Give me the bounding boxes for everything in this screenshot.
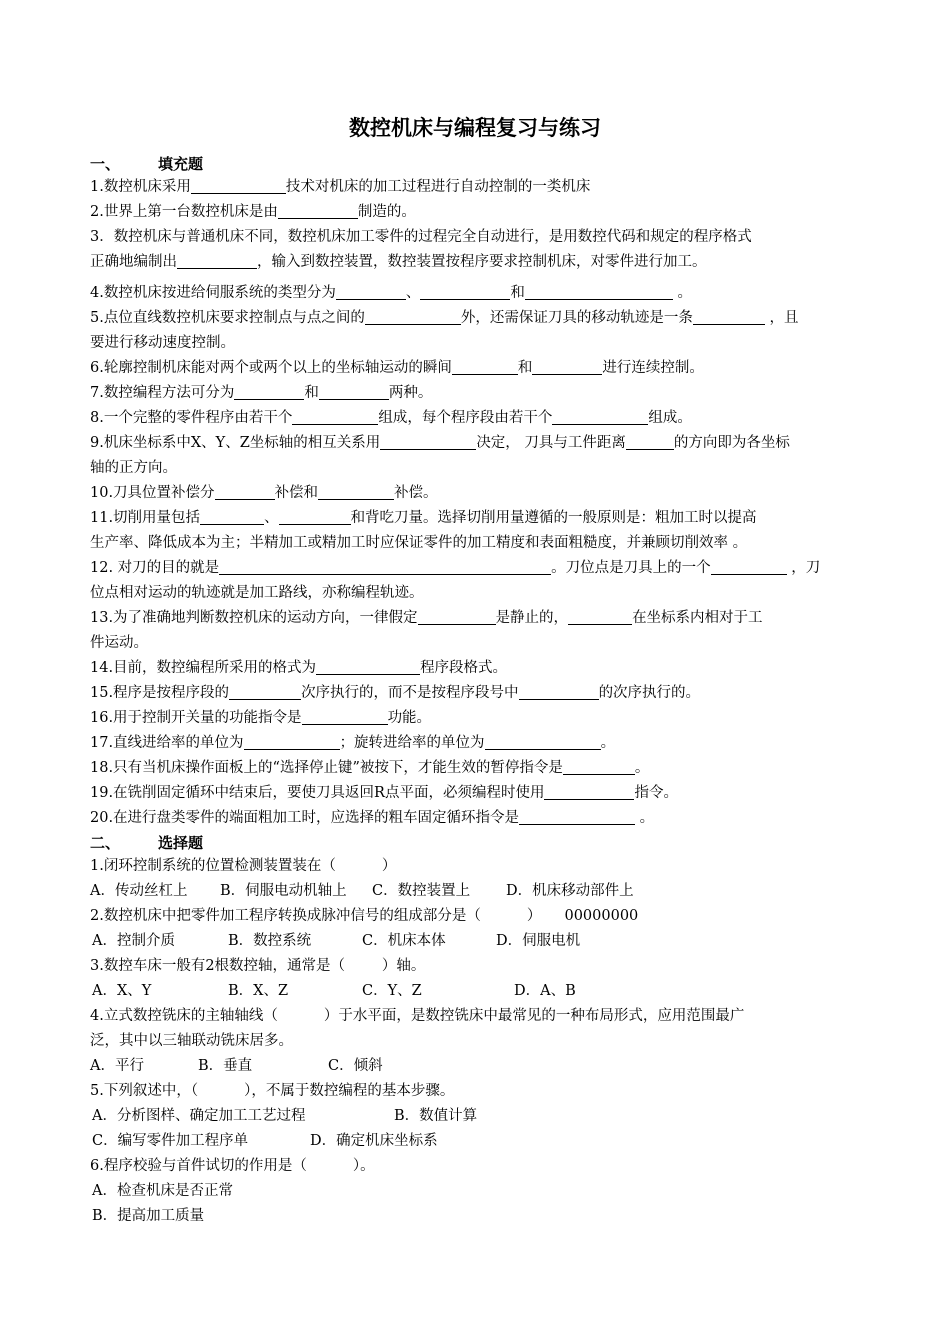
blank bbox=[219, 559, 551, 575]
fill-question-4: 4.数控机床按进给伺服系统的类型分为 、 和 。 bbox=[90, 285, 692, 301]
blank bbox=[244, 734, 340, 750]
choice-question-4: 4.立式数控铣床的主轴轴线（ ）于水平面，是数控铣床中最常见的一种布局形式，应用范围最广 bbox=[90, 1008, 745, 1024]
page-title: 数控机床与编程复习与练习 bbox=[349, 116, 601, 140]
fill-question-17: 17.直线进给率的单位为 ；旋转进给率的单位为 。 bbox=[90, 735, 616, 751]
fill-question-5: 5.点位直线数控机床要求控制点与点之间的 外，还需保证刀具的移动轨迹是一条 ，且 bbox=[90, 310, 799, 326]
blank bbox=[452, 359, 518, 375]
fill-question-6: 6.轮廓控制机床能对两个或两个以上的坐标轴运动的瞬间 和 进行连续控制。 bbox=[90, 360, 704, 376]
fill-question-13-cont: 件运动。 bbox=[90, 635, 148, 651]
blank bbox=[519, 684, 599, 700]
section-number: 二、 bbox=[90, 834, 121, 852]
section-fill-in bbox=[90, 153, 203, 174]
blank bbox=[191, 178, 286, 194]
fill-question-18: 18.只有当机床操作面板上的“选择停止键”被按下，才能生效的暂停指令是 。 bbox=[90, 760, 650, 776]
option-a: A．分析图样、确定加工工艺过程 bbox=[92, 1108, 306, 1124]
fill-question-8: 8.一个完整的零件程序由若干个 组成，每个程序段由若干个 组成。 bbox=[90, 410, 692, 426]
option-d: D．机床移动部件上 bbox=[506, 883, 634, 899]
choice-question-1: 1.闭环控制系统的位置检测装置装在（ ） bbox=[90, 858, 397, 874]
blank bbox=[229, 684, 301, 700]
blank bbox=[711, 559, 787, 575]
option-d: D．伺服电机 bbox=[496, 933, 581, 949]
option-c: C．数控装置上 bbox=[372, 883, 471, 899]
blank bbox=[336, 284, 406, 300]
option-b: B．数值计算 bbox=[394, 1108, 478, 1124]
fill-question-12: 12. 对刀的目的就是 。刀位点是刀具上的一个 ，刀 bbox=[90, 560, 821, 576]
choice-options-4 bbox=[90, 1056, 383, 1076]
section-number: 一、 bbox=[90, 155, 121, 173]
fill-question-14: 14.目前，数控编程所采用的格式为 程序段格式。 bbox=[90, 660, 508, 676]
blank bbox=[319, 384, 389, 400]
blank bbox=[234, 384, 304, 400]
fill-question-7: 7.数控编程方法可分为 和 两种。 bbox=[90, 385, 433, 401]
blank bbox=[177, 253, 257, 269]
blank bbox=[380, 434, 476, 450]
fill-question-1: 1.数控机床采用 技术对机床的加工过程进行自动控制的一类机床 bbox=[90, 179, 591, 195]
fill-question-10: 10.刀具位置补偿分 补偿和 补偿。 bbox=[90, 485, 438, 501]
fill-question-9-cont: 轴的正方向。 bbox=[90, 460, 177, 476]
option-a: A．控制介质 bbox=[92, 933, 175, 949]
blank bbox=[302, 709, 388, 725]
option-d: D．确定机床坐标系 bbox=[310, 1133, 438, 1149]
fill-question-19: 19.在铣削固定循环中结束后，要使刀具返回R点平面，必须编程时使用 指令。 bbox=[90, 785, 678, 801]
choice-options-5a bbox=[92, 1106, 477, 1126]
section-multiple-choice bbox=[90, 832, 203, 853]
fill-question-11: 11.切削用量包括 、 和背吃刀量。选择切削用量遵循的一般原则是：粗加工时以提高 bbox=[90, 510, 757, 526]
option-c: C．编写零件加工程序单 bbox=[92, 1133, 249, 1149]
blank bbox=[544, 784, 634, 800]
blank bbox=[626, 434, 674, 450]
blank bbox=[519, 809, 635, 825]
fill-question-3: 3．数控机床与普通机床不同，数控机床加工零件的过程完全自动进行，是用数控代码和规定的程序格式 bbox=[90, 229, 752, 245]
option-c: C．Y、Z bbox=[362, 983, 422, 999]
choice-options-3 bbox=[92, 981, 576, 1001]
section-label: 选择题 bbox=[158, 834, 204, 852]
choice-question-4-cont: 泛，其中以三轴联动铣床居多。 bbox=[90, 1033, 293, 1049]
choice-question-6: 6.程序校验与首件试切的作用是（ ）。 bbox=[90, 1158, 375, 1174]
option-d: D．A、B bbox=[514, 983, 576, 999]
option-b: B．数控系统 bbox=[228, 933, 312, 949]
fill-question-12-cont: 位点相对运动的轨迹就是加工路线，亦称编程轨迹。 bbox=[90, 585, 424, 601]
option-b: B．X、Z bbox=[228, 983, 289, 999]
fill-question-9: 9.机床坐标系中X、Y、Z坐标轴的相互关系用 决定， 刀具与工件距离 的方向即为各坐标 bbox=[90, 435, 790, 451]
option-a: A．传动丝杠上 bbox=[90, 883, 188, 899]
blank bbox=[365, 309, 461, 325]
blank bbox=[568, 609, 632, 625]
fill-question-13: 13.为了准确地判断数控机床的运动方向，一律假定 是静止的， 在坐标系内相对于工 bbox=[90, 610, 763, 626]
fill-question-15: 15.程序是按程序段的 次序执行的，而不是按程序段号中 的次序执行的。 bbox=[90, 685, 701, 701]
option-a: A．平行 bbox=[90, 1058, 144, 1074]
fill-question-16: 16.用于控制开关量的功能指令是 功能。 bbox=[90, 710, 432, 726]
fill-question-5-cont: 要进行移动速度控制。 bbox=[90, 335, 235, 351]
choice-question-3: 3.数控车床一般有2根数控轴，通常是（ ）轴。 bbox=[90, 958, 426, 974]
blank bbox=[278, 203, 358, 219]
choice-options-5b bbox=[92, 1131, 438, 1151]
fill-question-3-cont: 正确地编制出 ，输入到数控装置，数控装置按程序要求控制机床，对零件进行加工。 bbox=[90, 254, 707, 270]
blank bbox=[418, 609, 496, 625]
blank bbox=[563, 759, 635, 775]
choice-question-5: 5.下列叙述中，（ ），不属于数控编程的基本步骤。 bbox=[90, 1083, 455, 1099]
section-label: 填充题 bbox=[158, 155, 204, 173]
option-b: B．垂直 bbox=[198, 1058, 253, 1074]
blank bbox=[200, 509, 264, 525]
blank bbox=[279, 509, 351, 525]
blank bbox=[316, 659, 420, 675]
fill-question-11-cont: 生产率、降低成本为主；半精加工或精加工时应保证零件的加工精度和表面粗糙度，并兼顾切削效率 。 bbox=[90, 535, 748, 551]
blank bbox=[532, 359, 602, 375]
blank bbox=[693, 309, 765, 325]
choice-question-2: 2.数控机床中把零件加工程序转换成脉冲信号的组成部分是（ ） 00000000 bbox=[90, 908, 639, 924]
choice-options-2 bbox=[92, 931, 580, 951]
choice-options-1 bbox=[90, 881, 634, 901]
option-c: C．机床本体 bbox=[362, 933, 446, 949]
blank bbox=[525, 284, 673, 300]
fill-question-20: 20.在进行盘类零件的端面粗加工时，应选择的粗车固定循环指令是 。 bbox=[90, 810, 655, 826]
blank bbox=[318, 484, 394, 500]
option-c: C．倾斜 bbox=[328, 1058, 383, 1074]
blank bbox=[552, 409, 648, 425]
choice-option-6b: B．提高加工质量 bbox=[92, 1208, 205, 1224]
choice-option-6a: A．检查机床是否正常 bbox=[92, 1183, 233, 1199]
blank bbox=[292, 409, 378, 425]
option-a: A．X、Y bbox=[92, 983, 152, 999]
blank bbox=[420, 284, 510, 300]
fill-question-2: 2.世界上第一台数控机床是由 制造的。 bbox=[90, 204, 416, 220]
blank bbox=[485, 734, 601, 750]
blank bbox=[215, 484, 275, 500]
option-b: B．伺服电动机轴上 bbox=[220, 883, 347, 899]
